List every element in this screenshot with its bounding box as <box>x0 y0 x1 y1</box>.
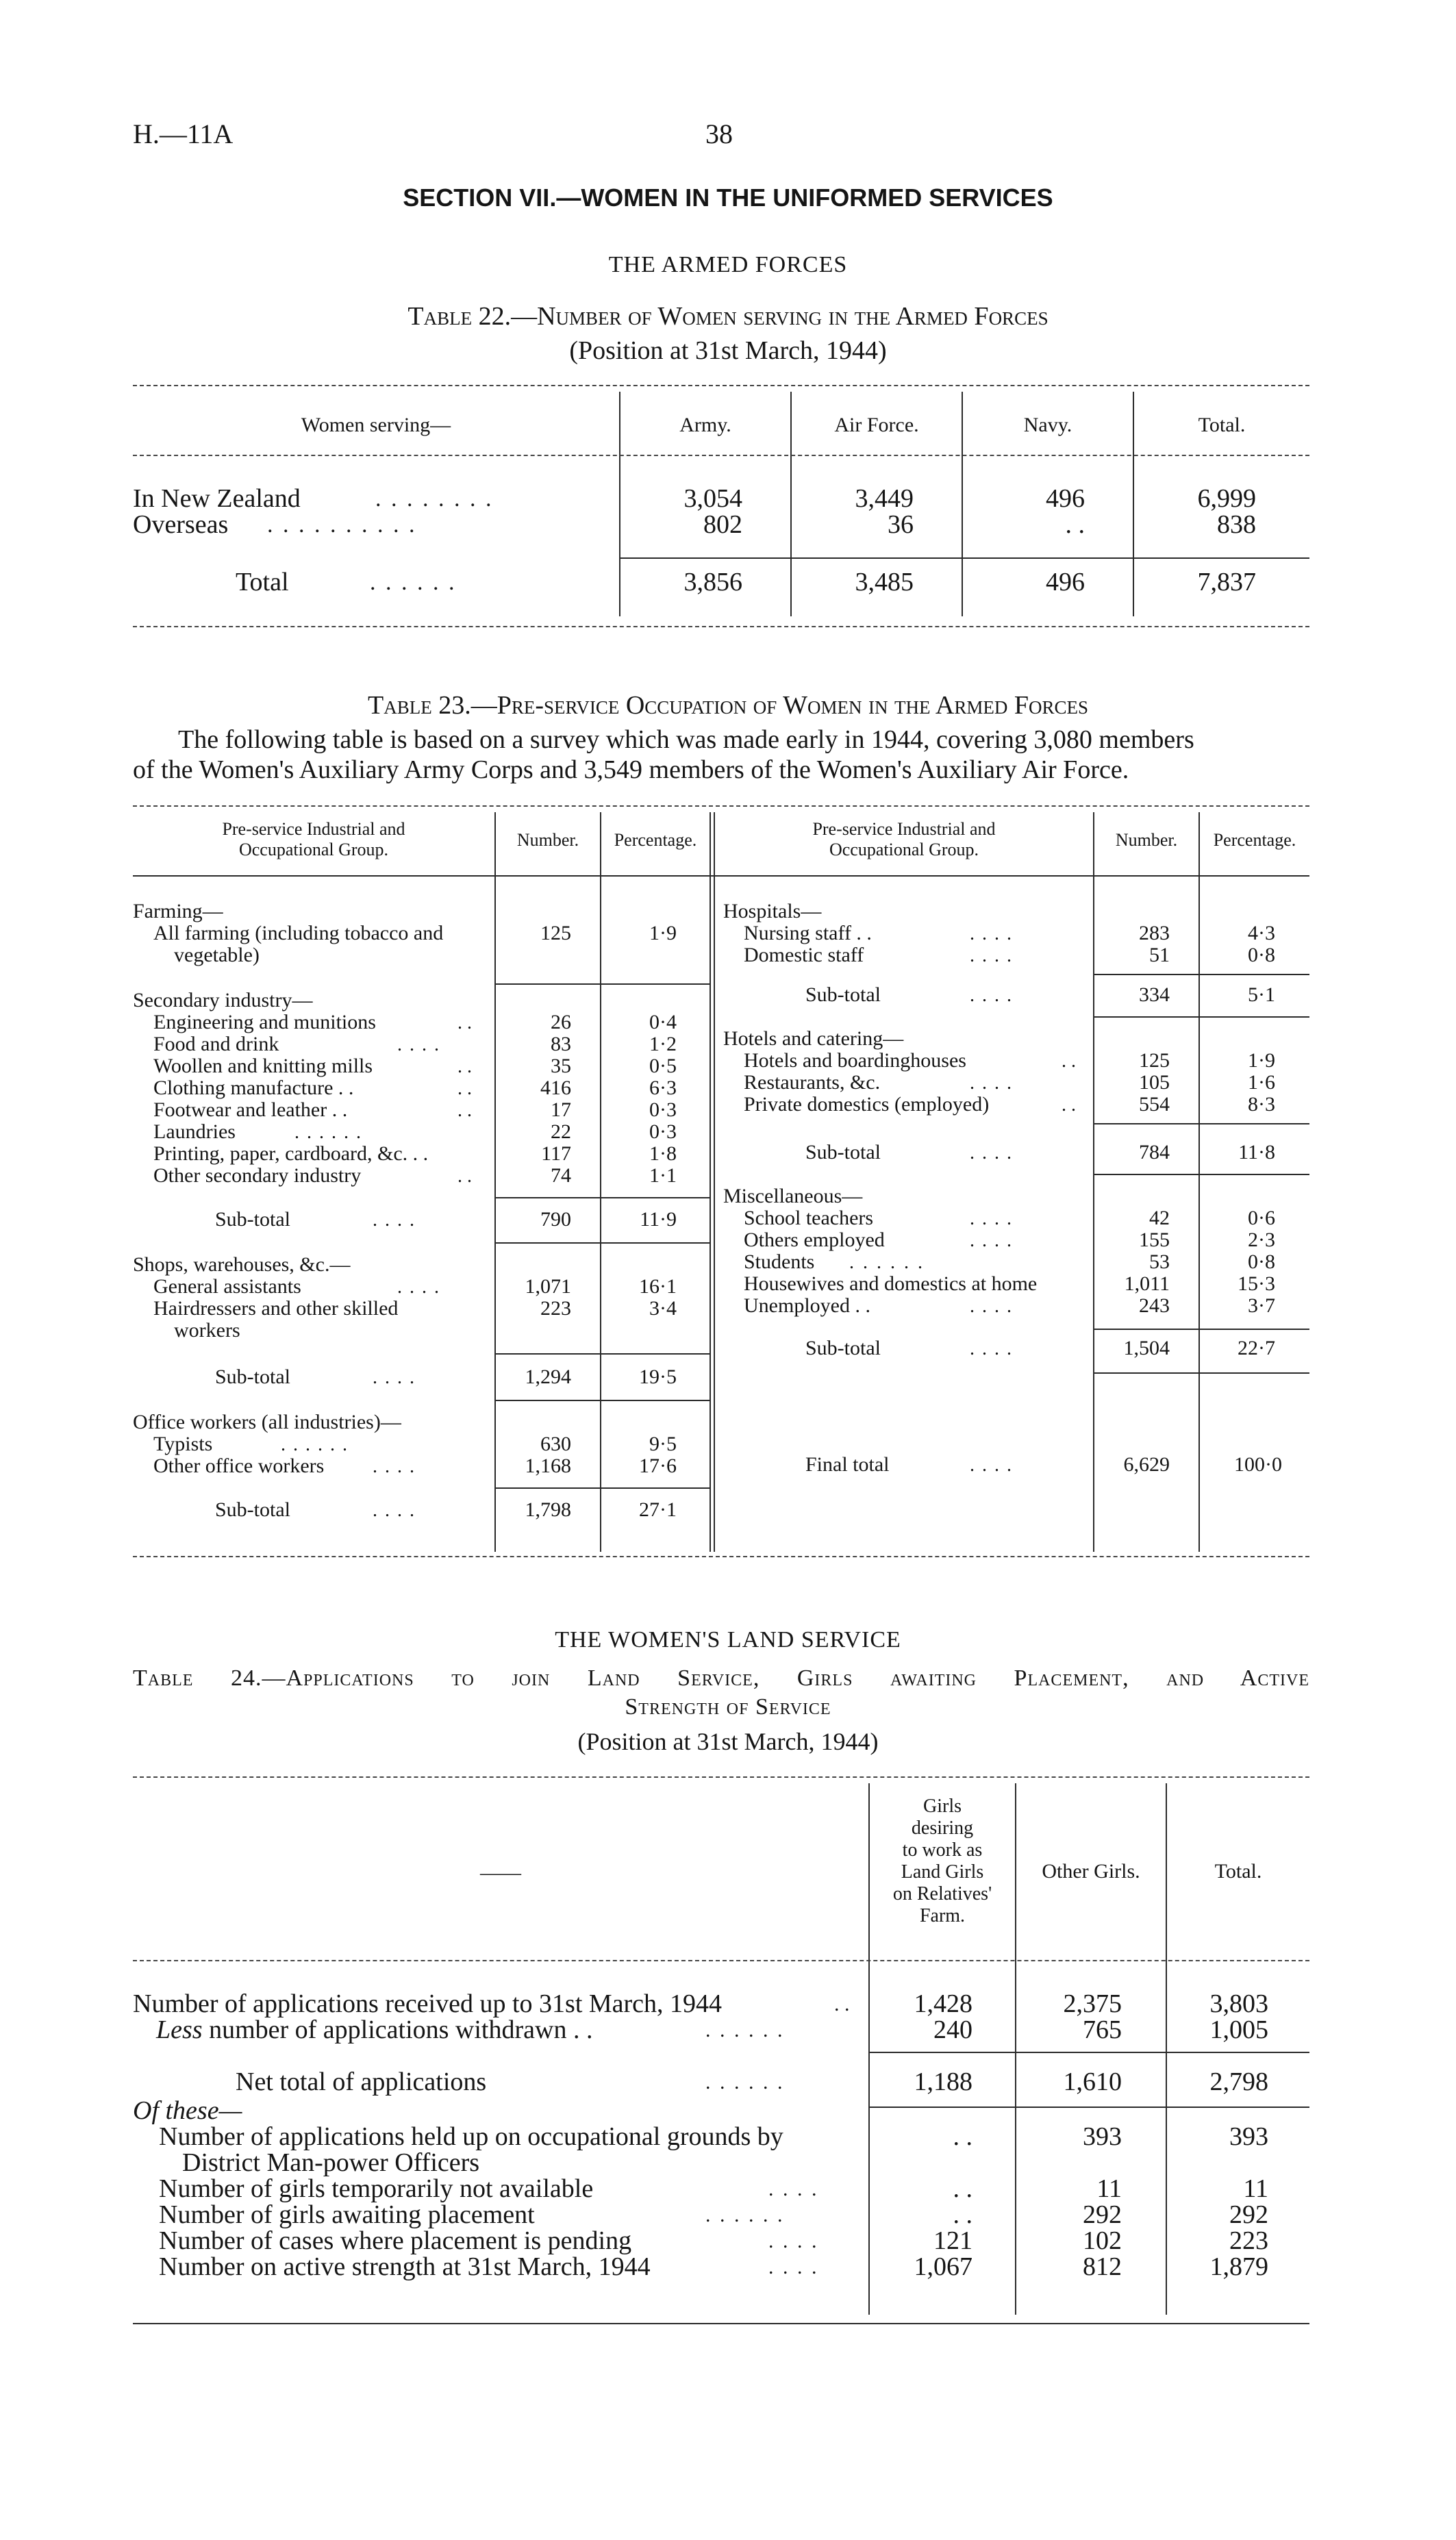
table24-row-dots: . . . . . . <box>705 2019 785 2041</box>
table23-left-number: 117 <box>541 1142 571 1165</box>
table23-intro-line1: The following table is based on a survey which was made early in 1944, covering 3,080 members <box>178 725 1194 754</box>
table22-total-dots: . . . . . . <box>370 570 457 595</box>
table23-bottom-rule <box>133 1556 1309 1557</box>
table23-left-rule <box>494 1242 710 1244</box>
table23-right-dots: . . . . <box>970 1230 1013 1251</box>
table24-row-label: Net total of applications <box>236 2067 487 2096</box>
table23-right-pct: 3·7 <box>1248 1294 1275 1317</box>
table23-right-text: Hotels and boardinghouses <box>744 1049 966 1072</box>
table23-left-dots: . . <box>457 1166 472 1187</box>
table23-right-number: 51 <box>1149 944 1170 966</box>
table22-total-navy: 496 <box>1046 568 1085 596</box>
table22-subtitle: (Position at 31st March, 1944) <box>569 336 887 365</box>
table23-left-pct: 9·5 <box>649 1433 677 1455</box>
table23-left-text: vegetable) <box>174 944 260 966</box>
table23-col-group-left-2: Occupational Group. <box>238 840 389 859</box>
table23-right-rule <box>1093 1372 1309 1374</box>
table23-top-rule <box>133 805 1309 807</box>
table24-row-label: Number of applications held up on occupational grounds by <box>159 2122 783 2151</box>
table23-left-dots: . . . . <box>373 1456 416 1477</box>
document-code: H.—11A <box>133 118 234 149</box>
table23-left-rule <box>494 1353 710 1355</box>
table22-total-label: Total <box>236 568 289 596</box>
table22-cell-army: 802 <box>703 510 742 539</box>
table23-left-rule <box>494 1197 710 1198</box>
table23-col-group-right-2: Occupational Group. <box>829 840 979 859</box>
table23-left-dots: . . <box>457 1012 472 1033</box>
table24-col-relatives-line: Farm. <box>919 1905 966 1926</box>
table23-right-pct: 1·6 <box>1248 1071 1275 1094</box>
table22-row-dots: . . . . . . . . <box>375 486 494 512</box>
table23-left-text: Secondary industry— <box>133 989 313 1011</box>
table24-row-label: Number of applications received up to 31st March, 1944 <box>133 1989 723 2018</box>
table24-col-total: Total. <box>1214 1860 1262 1883</box>
table24-cell-c3: 292 <box>1229 2200 1268 2229</box>
table23-left-text: Footwear and leather . . <box>153 1098 348 1121</box>
table24-cell-c2: 393 <box>1083 2122 1122 2151</box>
table23-left-dots: . . . . <box>397 1034 440 1055</box>
table22-bottom-rule <box>133 626 1309 627</box>
table24-header-rule <box>133 1960 1309 1961</box>
table23-left-pct: 0·4 <box>649 1011 677 1033</box>
table23-left-pct: 17·6 <box>639 1455 677 1477</box>
table24-col-relatives-line: to work as <box>902 1839 983 1861</box>
table23-right-text: Hotels and catering— <box>723 1027 904 1050</box>
table23-right-text: Others employed <box>744 1229 885 1251</box>
table23-right-number: 53 <box>1149 1250 1170 1273</box>
table22-total-army: 3,856 <box>683 568 742 596</box>
table24-row-dots: . . . . <box>768 2178 819 2200</box>
table22-row-dots: . . . . . . . . . . <box>267 512 417 538</box>
table23-left-rule <box>494 1487 710 1489</box>
table23-right-text: Students <box>744 1250 815 1273</box>
table24-cell-c2: 11 <box>1096 2174 1122 2203</box>
table23-left-text: Engineering and munitions <box>153 1011 376 1033</box>
table23-left-pct: 16·1 <box>639 1275 677 1298</box>
table24-cell-c2: 765 <box>1083 2015 1122 2044</box>
table23-left-text: Other office workers <box>153 1455 325 1477</box>
table24-cell-c1: . . <box>953 2200 972 2229</box>
table22-cell-air: 3,449 <box>855 484 914 513</box>
table23-left-text: Food and drink <box>153 1033 279 1055</box>
table23-right-dots: . . . . <box>970 923 1013 944</box>
table24-row-label-rest: number of applications withdrawn . . <box>202 2015 593 2044</box>
table22-cell-navy: . . <box>1065 510 1085 539</box>
table23-left-number: 223 <box>540 1297 571 1320</box>
table24-title-line1: Table 24.—Applications to join Land Service, Girls awaiting Placement, and Active <box>133 1665 1309 1691</box>
land-service-heading: THE WOMEN'S LAND SERVICE <box>555 1627 901 1652</box>
section-title: SECTION VII.—WOMEN IN THE UNIFORMED SERVICES <box>403 184 1053 212</box>
table23-right-number: 243 <box>1139 1294 1170 1317</box>
table23-left-text: Office workers (all industries)— <box>133 1411 401 1433</box>
table23-right-text: Private domestics (employed) <box>744 1093 990 1116</box>
table24-cell-c3: 2,798 <box>1209 2067 1268 2096</box>
table24-cell-c2: 1,610 <box>1063 2067 1122 2096</box>
table23-left-text: Typists <box>153 1433 213 1455</box>
table23-col-number-left: Number. <box>516 830 579 850</box>
table22-col-navy: Navy. <box>1023 414 1072 436</box>
table22-col-army: Army. <box>679 414 731 436</box>
table23-right-text: Miscellaneous— <box>723 1185 863 1207</box>
table23-left-pct: 1·1 <box>649 1164 677 1187</box>
table24-rule <box>868 2107 1309 2108</box>
table23-right-dots: . . <box>1062 1051 1076 1072</box>
table23-left-pct: 0·3 <box>649 1098 677 1121</box>
table22-row-label: In New Zealand <box>133 484 301 513</box>
table23-left-text: All farming (including tobacco and <box>153 922 444 944</box>
table23-final-total-label: Final total <box>805 1453 890 1476</box>
table23-col-group-right: Pre-service Industrial and <box>812 819 996 839</box>
table24-cell-c2: 292 <box>1083 2200 1122 2229</box>
table23-right-rule <box>1093 1123 1309 1124</box>
table23-right-pct: 5·1 <box>1248 983 1275 1006</box>
table24-row-label-em: Less <box>156 2015 203 2044</box>
table24-cell-c2: 102 <box>1083 2226 1122 2255</box>
table23-left-dots: . . . . <box>373 1500 416 1521</box>
table23-left-number: 790 <box>540 1208 571 1231</box>
table23-intro-line2: of the Women's Auxiliary Army Corps and 3,549 members of the Women's Auxiliary Air Force. <box>133 755 1129 784</box>
table24-cell-c2: 2,375 <box>1063 1989 1122 2018</box>
table24-title-line2: Strength of Service <box>625 1694 831 1720</box>
table23-left-text: Printing, paper, cardboard, &c. . . <box>153 1142 429 1165</box>
table24-cell-c1: . . <box>953 2122 972 2151</box>
table24-row-dots: . . . . <box>768 2230 819 2252</box>
table24-cell-c1: . . <box>953 2174 972 2203</box>
table23-right-rule <box>1093 1174 1309 1175</box>
table23-left-text: Farming— <box>133 900 223 922</box>
table23-right-dots: . . . . <box>970 1338 1013 1359</box>
table23-right-number: 334 <box>1139 983 1170 1006</box>
table23-right-dots: . . . . <box>970 1296 1013 1317</box>
table22-col-air-force: Air Force. <box>834 414 919 436</box>
table22-title: Table 22.—Number of Women serving in the Armed Forces <box>407 302 1049 331</box>
table24-row-label: District Man-power Officers <box>182 2148 480 2177</box>
table24-bottom-rule <box>133 2323 1309 2324</box>
table23-left-pct: 1·9 <box>649 922 677 944</box>
table24-top-rule <box>133 1776 1309 1778</box>
table23-right-dots: . . <box>1062 1094 1076 1116</box>
table23-left-dots: . . . . . . <box>281 1434 349 1455</box>
table23-col-number-right: Number. <box>1115 830 1178 850</box>
table23-right-dots: . . . . <box>970 1072 1013 1094</box>
table23-left-dots: . . . . . . <box>294 1122 362 1143</box>
table23-left-number: 630 <box>540 1433 571 1455</box>
table23-right-number: 554 <box>1139 1093 1170 1116</box>
table23-left-number: 74 <box>551 1164 571 1187</box>
table23-col-group-left: Pre-service Industrial and <box>222 819 405 839</box>
table23-final-total-pct: 100·0 <box>1234 1453 1282 1476</box>
table23-right-dots: . . . . <box>970 985 1013 1006</box>
table24-cell-c3: 1,005 <box>1209 2015 1268 2044</box>
table23-right-number: 1,011 <box>1124 1272 1170 1295</box>
table23-right-number: 784 <box>1139 1141 1170 1164</box>
table23-right-pct: 22·7 <box>1238 1337 1275 1359</box>
table24-stub-header: —— <box>480 1861 521 1884</box>
table22-cell-army: 3,054 <box>683 484 742 513</box>
table22-top-rule <box>133 385 1309 386</box>
table23-right-rule <box>1093 1329 1309 1330</box>
table23-left-subtotal: Sub-total <box>215 1366 290 1388</box>
table22-cell-total: 6,999 <box>1197 484 1256 513</box>
table22-total-total: 7,837 <box>1197 568 1256 596</box>
table24-rule <box>868 2052 1309 2053</box>
table23-left-text: workers <box>174 1319 240 1342</box>
table22-col-total: Total. <box>1198 414 1246 436</box>
table23-title: Table 23.—Pre-service Occupation of Women in the Armed Forces <box>367 691 1088 720</box>
table24-col-relatives-line: desiring <box>911 1818 974 1839</box>
table22-cell-total: 838 <box>1217 510 1256 539</box>
table24-cell-c3: 223 <box>1229 2226 1268 2255</box>
table23-right-pct: 0·8 <box>1248 1250 1275 1273</box>
table23-right-text: School teachers <box>744 1207 874 1229</box>
table23-left-pct: 3·4 <box>649 1297 677 1320</box>
table23-right-pct: 1·9 <box>1248 1049 1275 1072</box>
table23-left-number: 22 <box>551 1120 571 1143</box>
table23-left-dots: . . . . <box>373 1367 416 1388</box>
table23-right-subtotal: Sub-total <box>805 983 881 1006</box>
table24-row-dots: . . . . . . <box>705 2071 785 2093</box>
table23-right-dots: . . . . <box>970 1208 1013 1229</box>
table23-right-dots: . . . . <box>970 945 1013 966</box>
table23-right-rule <box>1093 1016 1309 1018</box>
table23-right-number: 42 <box>1149 1207 1170 1229</box>
table24-subtitle: (Position at 31st March, 1944) <box>577 1728 879 1755</box>
table22-row-label: Overseas <box>133 510 229 539</box>
table23-left-text: Hairdressers and other skilled <box>153 1297 399 1320</box>
table24-row-dots: . . . . <box>768 2256 819 2278</box>
table22-col-women-serving: Women serving— <box>301 414 451 436</box>
table23-vrule <box>714 812 715 1552</box>
table23-left-pct: 19·5 <box>639 1366 677 1388</box>
table24-cell-c3: 11 <box>1243 2174 1268 2203</box>
table23-left-subtotal: Sub-total <box>215 1208 290 1231</box>
table23-col-pct-right: Percentage. <box>1213 830 1296 850</box>
table23-left-dots: . . <box>457 1078 472 1099</box>
table23-right-subtotal: Sub-total <box>805 1337 881 1359</box>
table23-left-number: 1,294 <box>525 1366 571 1388</box>
table23-left-pct: 27·1 <box>639 1498 677 1521</box>
table23-left-number: 35 <box>551 1055 571 1077</box>
table23-right-text: Housewives and domestics at home <box>744 1272 1038 1295</box>
table23-right-rule <box>1093 974 1309 975</box>
table23-left-number: 83 <box>551 1033 571 1055</box>
table23-right-number: 283 <box>1139 922 1170 944</box>
table23-right-number: 125 <box>1139 1049 1170 1072</box>
table23-right-text: Unemployed . . <box>744 1294 870 1317</box>
table23-left-number: 1,798 <box>525 1498 571 1521</box>
table23-left-dots: . . . . <box>397 1277 440 1298</box>
table23-left-dots: . . . . <box>373 1209 416 1231</box>
table23-right-number: 105 <box>1139 1071 1170 1094</box>
table23-left-pct: 11·9 <box>640 1208 677 1231</box>
table24-col-relatives-line: on Relatives' <box>892 1883 992 1904</box>
table23-left-text: Other secondary industry <box>153 1164 362 1187</box>
table24-row-label: Number on active strength at 31st March, 1944 <box>159 2252 651 2281</box>
table23-left-number: 1,071 <box>525 1275 571 1298</box>
table23-left-pct: 0·3 <box>649 1120 677 1143</box>
table23-left-pct: 1·8 <box>649 1142 677 1165</box>
table23-left-number: 17 <box>551 1098 571 1121</box>
table23-left-dots: . . <box>457 1056 472 1077</box>
table23-left-text: General assistants <box>153 1275 301 1298</box>
table24-cell-c1: 240 <box>933 2015 972 2044</box>
table22-total-rule <box>619 557 1309 559</box>
table23-right-pct: 2·3 <box>1248 1229 1275 1251</box>
page-number: 38 <box>705 118 733 149</box>
table23-left-text: Shops, warehouses, &c.— <box>133 1253 351 1276</box>
table23-right-dots: . . . . . . <box>849 1252 925 1273</box>
table24-col-relatives <box>870 1796 1015 1927</box>
table23-right-pct: 11·8 <box>1238 1141 1275 1164</box>
table23-left-subtotal: Sub-total <box>215 1498 290 1521</box>
table24-cell-c3: 393 <box>1229 2122 1268 2151</box>
table23-left-pct: 6·3 <box>649 1077 677 1099</box>
table23-right-number: 155 <box>1139 1229 1170 1251</box>
table23-right-text: Restaurants, &c. <box>744 1071 881 1094</box>
table24-cell-c3: 1,879 <box>1209 2252 1268 2281</box>
table24-of-these: Of these— <box>133 2096 242 2125</box>
table23-left-text: Laundries <box>153 1120 236 1143</box>
table24-cell-c3: 3,803 <box>1209 1989 1268 2018</box>
table23-right-pct: 0·6 <box>1248 1207 1275 1229</box>
table23-left-number: 26 <box>551 1011 571 1033</box>
table23-left-rule <box>494 983 710 985</box>
table23-right-text: Nursing staff . . <box>744 922 872 944</box>
armed-forces-heading: THE ARMED FORCES <box>608 252 848 277</box>
table23-vrule <box>710 812 711 1552</box>
table24-cell-c1: 1,188 <box>914 2067 972 2096</box>
table24-row-label: Number of girls temporarily not available <box>159 2174 594 2203</box>
table22-header-rule <box>133 455 1309 456</box>
table23-left-text: Clothing manufacture . . <box>153 1077 354 1099</box>
table23-right-pct: 0·8 <box>1248 944 1275 966</box>
table23-right-dots: . . . . <box>970 1455 1013 1476</box>
table22-total-air: 3,485 <box>855 568 914 596</box>
table24-row-label: Number of girls awaiting placement <box>159 2200 535 2229</box>
table23-right-subtotal: Sub-total <box>805 1141 881 1164</box>
table24-cell-c1: 121 <box>933 2226 972 2255</box>
table23-left-pct: 1·2 <box>649 1033 677 1055</box>
table23-left-number: 1,168 <box>525 1455 571 1477</box>
table24-cell-c1: 1,428 <box>914 1989 972 2018</box>
table24-row-dots: . . <box>834 1993 850 2015</box>
table23-right-number: 1,504 <box>1123 1337 1170 1359</box>
table23-right-pct: 4·3 <box>1248 922 1275 944</box>
table23-right-pct: 15·3 <box>1238 1272 1275 1295</box>
table23-left-rule <box>494 1400 710 1401</box>
table23-left-dots: . . <box>457 1100 472 1121</box>
table24-col-relatives-line: Girls <box>923 1796 962 1817</box>
table23-left-number: 125 <box>540 922 571 944</box>
table24-col-other-girls: Other Girls. <box>1042 1860 1140 1883</box>
table22-cell-navy: 496 <box>1046 484 1085 513</box>
table23-col-pct-left: Percentage. <box>614 830 697 850</box>
table24-col-relatives-line: Land Girls <box>901 1861 984 1883</box>
table24-row-label: Number of cases where placement is pending <box>159 2226 632 2255</box>
table24-row-label <box>156 2015 592 2045</box>
table23-left-pct: 0·5 <box>649 1055 677 1077</box>
table24-cell-c2: 812 <box>1083 2252 1122 2281</box>
table23-header-rule <box>133 875 1309 877</box>
table22-cell-air: 36 <box>888 510 914 539</box>
table23-right-dots: . . . . <box>970 1142 1013 1164</box>
table23-right-text: Hospitals— <box>723 900 822 922</box>
table24-cell-c1: 1,067 <box>914 2252 972 2281</box>
table23-right-pct: 8·3 <box>1248 1093 1275 1116</box>
table23-final-total-number: 6,629 <box>1123 1453 1170 1476</box>
table23-left-text: Woollen and knitting mills <box>153 1055 373 1077</box>
table23-right-text: Domestic staff <box>744 944 864 966</box>
table24-row-dots: . . . . . . <box>705 2204 785 2226</box>
table23-left-number: 416 <box>540 1077 571 1099</box>
